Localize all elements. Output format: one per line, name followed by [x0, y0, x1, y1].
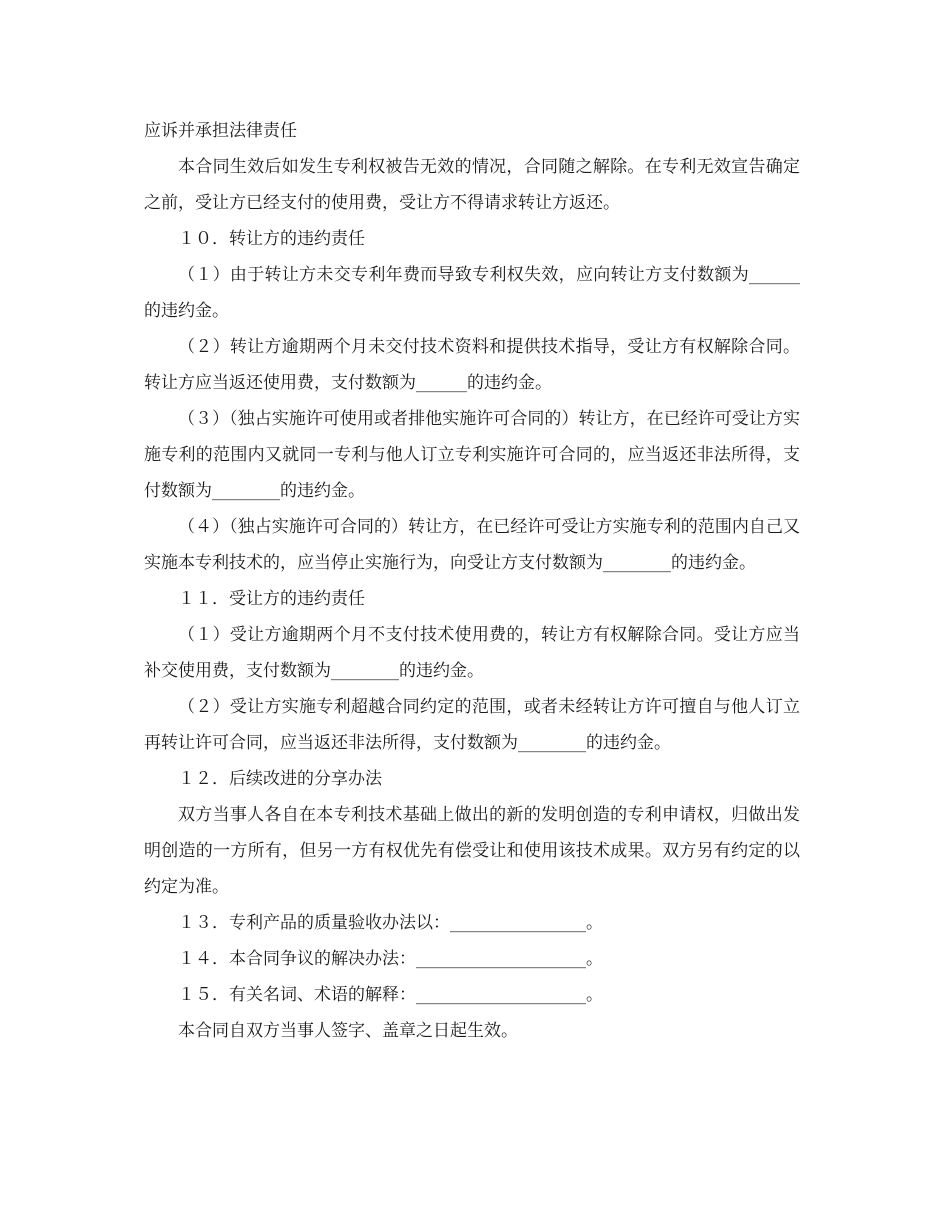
paragraph-clause-14: １４．本合同争议的解决办法：____________________。 — [178, 949, 603, 969]
heading-clause-12: １２．后续改进的分享办法 — [178, 769, 382, 789]
paragraph-continuation: 应诉并承担法律责任 — [144, 121, 297, 141]
heading-clause-10: １０．转让方的违约责任 — [178, 229, 365, 249]
paragraph-patent-invalidation: 本合同生效后如发生专利权被告无效的情况，合同随之解除。在专利无效宣告确定之前，受让方已经支付的使用费，受让方不得请求转让方返还。 — [144, 157, 800, 213]
document-body — [144, 113, 800, 1049]
paragraph-clause-13: １３．专利产品的质量验收办法以：________________。 — [178, 913, 603, 933]
paragraph-effective-date: 本合同自双方当事人签字、盖章之日起生效。 — [178, 1021, 518, 1041]
paragraph-clause-11-2: （２）受让方实施专利超越合同约定的范围，或者未经转让方许可擅自与他人订立再转让许可合同，应当返还非法所得，支付数额为________的违约金。 — [144, 697, 800, 753]
paragraph-clause-11-1: （１）受让方逾期两个月不支付技术使用费的，转让方有权解除合同。受让方应当补交使用费，支付数额为________的违约金。 — [144, 625, 800, 681]
paragraph-clause-10-3: （３）（独占实施许可使用或者排他实施许可合同的）转让方，在已经许可受让方实施专利的范围内又就同一专利与他人订立专利实施许可合同的，应当返还非法所得，支付数额为________的违约金。 — [144, 409, 800, 501]
paragraph-clause-10-1: （１）由于转让方未交专利年费而导致专利权失效，应向转让方支付数额为______的违约金。 — [144, 265, 800, 321]
paragraph-clause-15: １５．有关名词、术语的解释：____________________。 — [178, 985, 603, 1005]
heading-clause-11: １１．受让方的违约责任 — [178, 589, 365, 609]
paragraph-clause-12: 双方当事人各自在本专利技术基础上做出的新的发明创造的专利申请权，归做出发明创造的一方所有，但另一方有权优先有偿受让和使用该技术成果。双方另有约定的以约定为准。 — [144, 805, 800, 897]
paragraph-clause-10-2: （２）转让方逾期两个月未交付技术资料和提供技术指导，受让方有权解除合同。转让方应当返还使用费，支付数额为______的违约金。 — [144, 337, 800, 393]
paragraph-clause-10-4: （４）（独占实施许可合同的）转让方，在已经许可受让方实施专利的范围内自己又实施本专利技术的，应当停止实施行为，向受让方支付数额为________的违约金。 — [144, 517, 800, 573]
